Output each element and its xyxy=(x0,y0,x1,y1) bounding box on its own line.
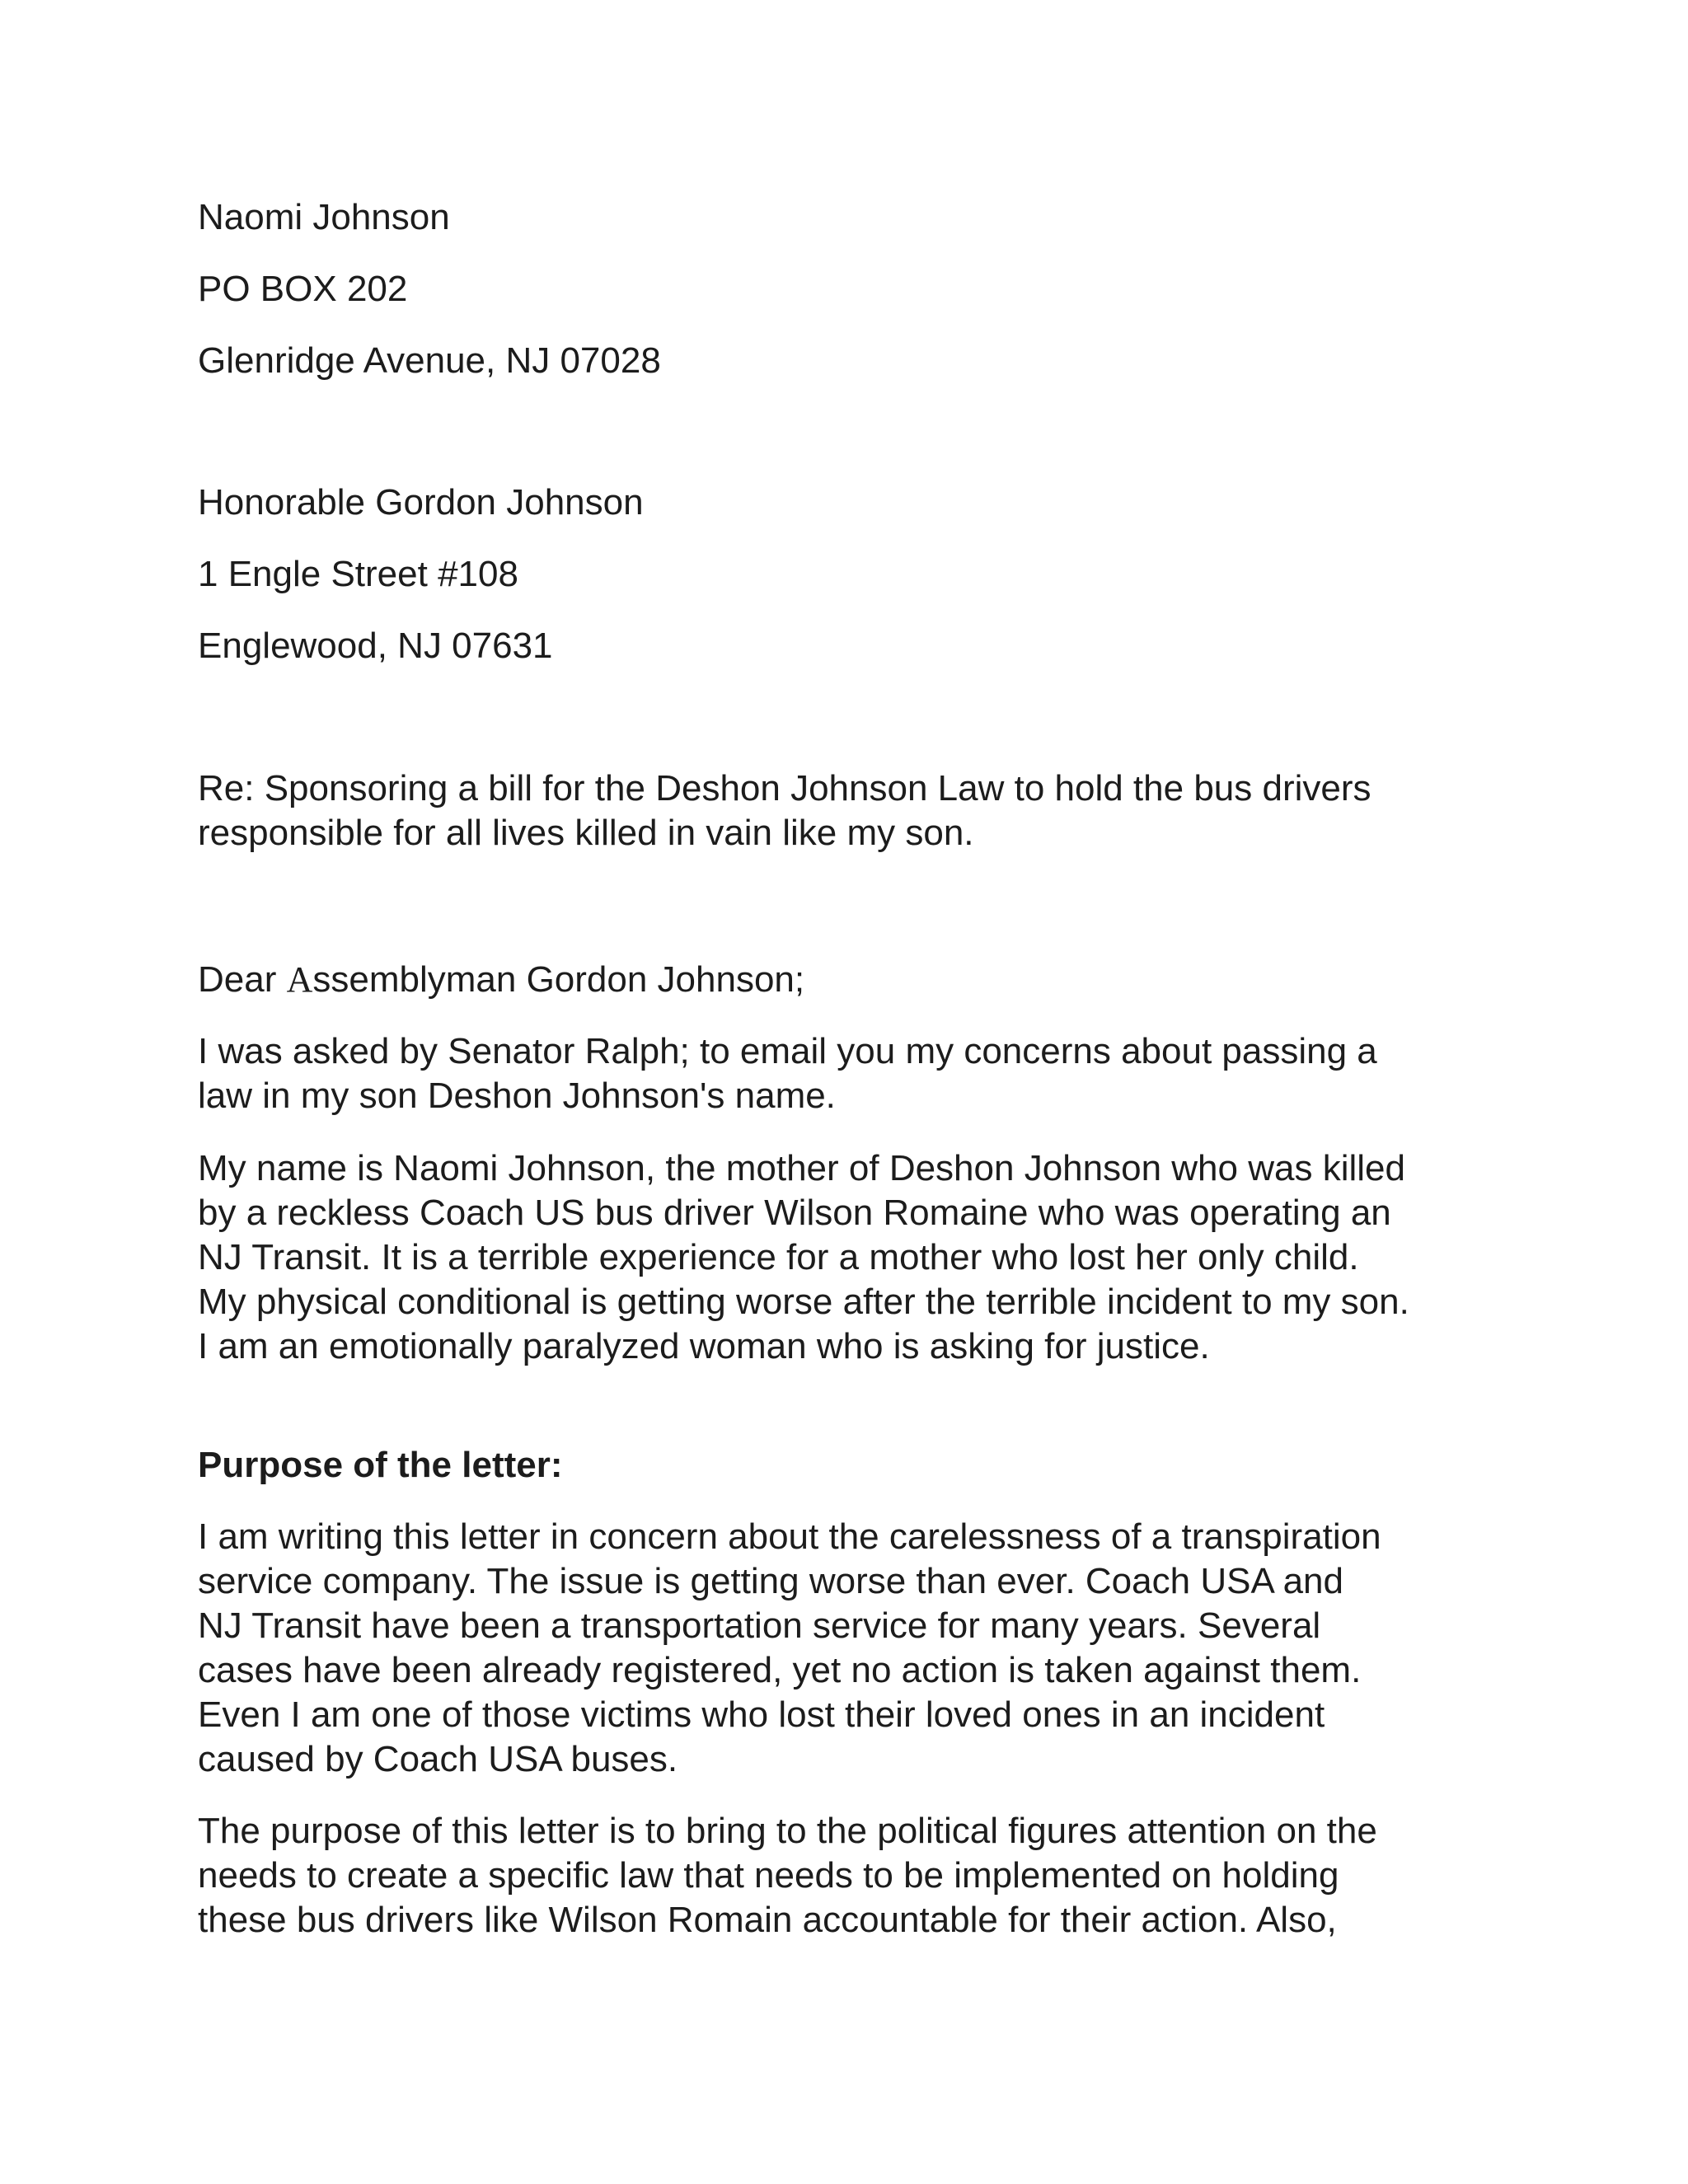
paragraph-line: service company. The issue is getting worse than ever. Coach USA and xyxy=(198,1561,1343,1601)
subject-line-2: responsible for all lives killed in vain like my son. xyxy=(198,813,974,853)
sender-name: Naomi Johnson xyxy=(198,197,450,237)
paragraph-line: NJ Transit. It is a terrible experience for a mother who lost her only child. xyxy=(198,1237,1359,1277)
paragraph-line: The purpose of this letter is to bring to the political figures attention on the xyxy=(198,1811,1377,1851)
paragraph-line: cases have been already registered, yet no action is taken against them. xyxy=(198,1650,1362,1690)
sender-address: Glenridge Avenue, NJ 07028 xyxy=(198,340,661,381)
sender-po-box: PO BOX 202 xyxy=(198,269,408,309)
recipient-name: Honorable Gordon Johnson xyxy=(198,482,644,523)
paragraph-purpose xyxy=(198,1515,1517,1782)
paragraph-line: caused by Coach USA buses. xyxy=(198,1739,678,1779)
paragraph-line: I was asked by Senator Ralph; to email you my concerns about passing a xyxy=(198,1031,1377,1071)
paragraph-line: by a reckless Coach US bus driver Wilson Romaine who was operating an xyxy=(198,1193,1391,1233)
salutation-serif-letter: A xyxy=(286,959,313,1000)
paragraph-line: these bus drivers like Wilson Romain accountable for their action. Also, xyxy=(198,1900,1337,1940)
paragraph-intro xyxy=(198,1029,1517,1118)
paragraph-line: My physical conditional is getting worse after the terrible incident to my son. xyxy=(198,1282,1409,1322)
subject-line-1: Re: Sponsoring a bill for the Deshon Johnson Law to hold the bus drivers xyxy=(198,768,1372,808)
paragraph-line: NJ Transit have been a transportation service for many years. Several xyxy=(198,1605,1321,1646)
paragraph-about-sender xyxy=(198,1146,1517,1369)
salutation-rest: ssemblyman Gordon Johnson; xyxy=(312,959,805,1000)
purpose-heading: Purpose of the letter: xyxy=(198,1445,563,1485)
paragraph-line: law in my son Deshon Johnson's name. xyxy=(198,1076,836,1116)
paragraph-line: I am writing this letter in concern about the carelessness of a transpiration xyxy=(198,1516,1381,1557)
paragraph-line: I am an emotionally paralyzed woman who is asking for justice. xyxy=(198,1326,1210,1366)
salutation xyxy=(198,958,804,1002)
recipient-street: 1 Engle Street #108 xyxy=(198,554,518,594)
salutation-prefix: Dear xyxy=(198,959,287,1000)
recipient-city: Englewood, NJ 07631 xyxy=(198,626,553,666)
paragraph-law-purpose xyxy=(198,1809,1517,1943)
paragraph-line: needs to create a specific law that needs to be implemented on holding xyxy=(198,1855,1339,1896)
paragraph-line: Even I am one of those victims who lost their loved ones in an incident xyxy=(198,1694,1325,1735)
paragraph-line: My name is Naomi Johnson, the mother of Deshon Johnson who was killed xyxy=(198,1148,1405,1188)
subject-line xyxy=(198,766,1517,855)
